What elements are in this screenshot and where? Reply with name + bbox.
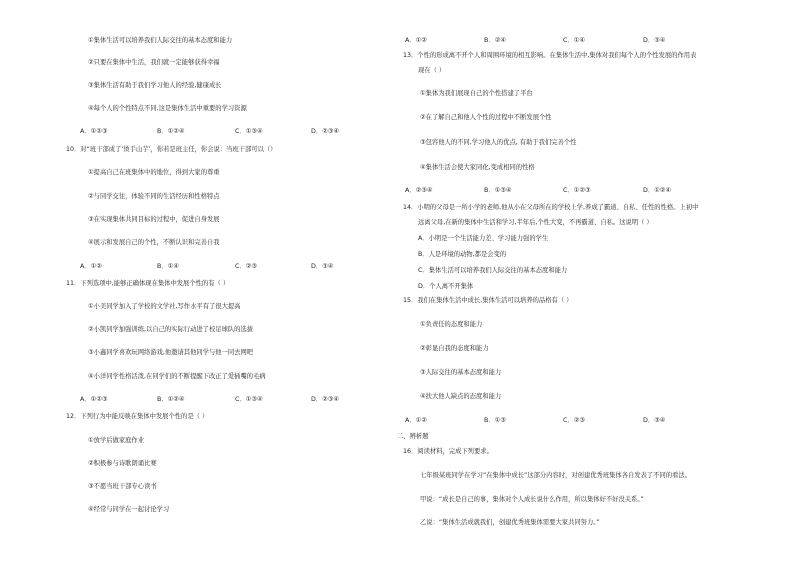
q13-option-a: A．②③④ xyxy=(405,187,433,194)
q10-option-a: A．①② xyxy=(80,263,102,270)
q13-option-c: C．①②③ xyxy=(563,187,591,194)
q14-option-c: C．集体生活可以培养我们人际交往的基本态度和能力 xyxy=(418,267,568,274)
q11-item-4: ④小洋同学性格活泼,在同学们的不断提醒下改正了爱插嘴的毛病 xyxy=(88,373,266,380)
q13-item-4: ④集体生活会使大家同化,变成相同的性格 xyxy=(420,164,535,171)
q16-statement-yi: 乙说：“集体生活成就我们，创建优秀班集体需要大家共同努力。” xyxy=(420,519,600,526)
q16-stem: 16．阅读材料，完成下列要求。 xyxy=(403,448,493,455)
q10-item-4: ④展示和发展自己的个性，不断认识和完善自我 xyxy=(88,239,220,246)
q12-item-2: ②积极参与诗歌朗诵比赛 xyxy=(88,460,157,467)
q16-material: 七年级某班同学在学习“在集体中成长”这部分内容时，对创建优秀班集体各自发表了不同的看法。 xyxy=(420,472,691,479)
q9-option-c: C．①③④ xyxy=(235,128,263,135)
q13-item-2: ②在了解自己和他人个性的过程中不断发展个性 xyxy=(420,114,552,121)
q9-item-1: ①集体生活可以培养我们人际交往的基本态度和能力 xyxy=(88,37,233,44)
q11-option-d: D．②③④ xyxy=(311,396,340,403)
q12-item-4: ④经常与同学在一起讨论学习 xyxy=(88,506,170,513)
q10-item-2: ②与同学交往，体验不同的生活经历和性格特点 xyxy=(88,193,220,200)
q10-option-d: D．③④ xyxy=(311,263,334,270)
q15-item-4: ④扶大他人缺点的态度和能力 xyxy=(420,393,502,400)
q10-item-3: ③在实现集体共同目标的过程中，促进自身发展 xyxy=(88,216,220,223)
q9-option-d: D．②③④ xyxy=(311,128,340,135)
q10-option-c: C．②③ xyxy=(235,263,257,270)
q12-option-a: A．①② xyxy=(405,37,427,44)
q12-item-3: ③不愿当班干部专心读书 xyxy=(88,483,157,490)
q10-option-b: B．①④ xyxy=(157,263,179,270)
q14-stem-line2: 远离父母,在新的集体中生活和学习,半年后,个性大变，不再霸道、自私。这说明（ ） xyxy=(418,219,653,226)
q9-item-3: ③集体生活有助于我们学习他人的经验,健康成长 xyxy=(88,82,222,89)
q12-option-c: C．①④ xyxy=(563,37,585,44)
q14-option-b: B．人是环境的动物,都是会变的 xyxy=(418,251,507,258)
q12-option-b: B．②④ xyxy=(484,37,506,44)
q12-stem: 12．下列行为中能反映在集体中发展个性的是（ ） xyxy=(66,413,209,420)
q9-item-4: ④每个人的个性特点不同,这是集体生活中重要的学习资源 xyxy=(88,105,247,112)
q10-item-1: ①提高自己在班集体中的地位，得到大家的尊重 xyxy=(88,169,220,176)
q11-stem: 11．下列选项中,能够正确体现在集体中发展个性的有（ ） xyxy=(66,280,230,287)
q15-option-c: C．②③ xyxy=(563,417,585,424)
q15-option-d: D．③④ xyxy=(643,417,666,424)
q11-item-1: ①小美同学加入了学校的文学社,写作水平有了很大提高 xyxy=(88,303,241,310)
q14-option-a: A．小明是一个生活能力差、学习能力强的学生 xyxy=(418,235,549,242)
q11-option-c: C．①③④ xyxy=(235,396,263,403)
q15-option-a: A．①② xyxy=(405,417,427,424)
q9-option-b: B．①②④ xyxy=(157,128,185,135)
q13-stem-line2: 现在（ ） xyxy=(418,67,446,74)
q14-option-d: D．个人离不开集体 xyxy=(418,283,474,290)
q9-item-2: ②只要在集体中生活，我们就一定能够获得幸福 xyxy=(88,59,220,66)
q13-option-b: B．①③④ xyxy=(484,187,512,194)
q15-item-3: ③人际交往的基本态度和能力 xyxy=(420,369,502,376)
q11-item-2: ②小凯同学加强训练,以自己的实际行动进了校足球队的选拔 xyxy=(88,326,254,333)
q12-item-1: ①放学后做家庭作业 xyxy=(88,437,145,444)
q11-item-3: ③小鑫同学喜欢玩网络游戏,他邀请其他同学与他一同去网吧 xyxy=(88,349,254,356)
q10-stem: 10．对“班干部成了‘烫手山芋’，你若是班主任，你会说：当班干部可以（） xyxy=(66,146,277,153)
q16-statement-jia: 甲说：“成长是自己的事，集体对个人成长说什么作用，所以集体好不好没关系。” xyxy=(420,496,644,503)
q15-item-2: ②彰显自我的态度和能力 xyxy=(420,345,489,352)
q15-item-1: ①负责任的态度和能力 xyxy=(420,321,483,328)
q15-stem: 15．我们在集体生活中成长,集体生活可以培养的品格有（ ） xyxy=(403,297,573,304)
q13-stem-line1: 13．个性的形成离不开个人和周围环境的相互影响。在集体生活中,集体对我们每个人的个性发展的作用表 xyxy=(403,52,697,59)
q15-option-b: B．①③ xyxy=(484,417,506,424)
q13-option-d: D．①②④ xyxy=(643,187,672,194)
section-title: 二、辨析题 xyxy=(397,433,429,440)
q13-item-1: ①集体为我们展现自己的个性搭建了平台 xyxy=(420,90,533,97)
q9-option-a: A．①②③ xyxy=(80,128,108,135)
q11-option-b: B．①②④ xyxy=(157,396,185,403)
q13-item-3: ③包容他人的不同,学习他人的优点, 有助于我们完善个性 xyxy=(420,139,577,146)
q11-option-a: A．①②③ xyxy=(80,396,108,403)
q14-stem-line1: 14．小明的父母是一所小学的老师,他从小在父母所在的学校上学,养成了霸道、自私、任性的性格。上初中 xyxy=(403,204,699,211)
q12-option-d: D．③④ xyxy=(643,37,666,44)
